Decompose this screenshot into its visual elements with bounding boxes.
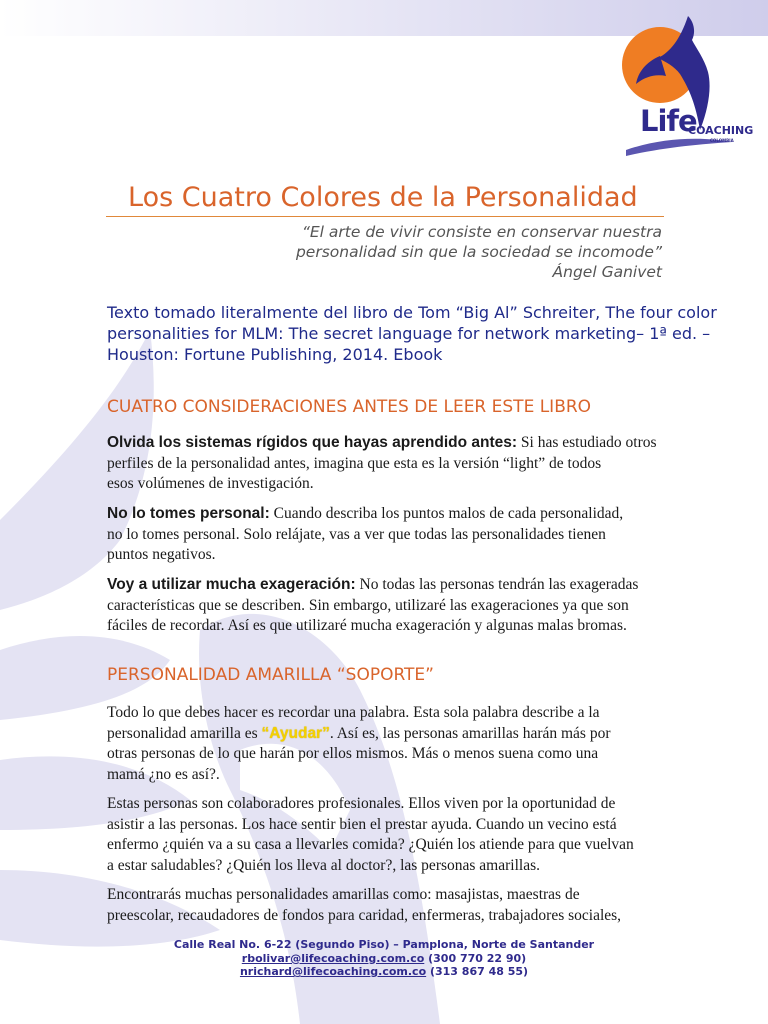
text-line: . Así es, las personas amarillas harán más por (329, 724, 611, 742)
text-line: No todas las personas tendrán las exageradas (355, 576, 639, 593)
text-line: preescolar, recaudadores de fondos para caridad, enfermeras, trabajadores sociales, (107, 906, 622, 924)
text-line: personalidad amarilla es (107, 724, 262, 742)
text-line: puntos negativos. (107, 546, 216, 563)
logo-country: COLOMBIA (710, 138, 734, 143)
logo-subtitle: COACHING (688, 124, 754, 137)
quote-author: Ángel Ganivet (552, 263, 662, 281)
lead-bold: No lo tomes personal: (107, 505, 270, 522)
text-line: Estas personas son colaboradores profesionales. Ellos viven por la oportunidad de (107, 795, 616, 812)
source-line-3: Houston: Fortune Publishing, 2014. Ebook (107, 345, 443, 364)
text-line: perfiles de la personalidad antes, imagina que esta es la versión “light” de todos (107, 454, 602, 472)
section-heading-yellow: PERSONALIDAD AMARILLA “SOPORTE” (107, 665, 434, 685)
text-line: esos volúmenes de investigación. (107, 475, 314, 492)
text-line: Si has estudiado otros (517, 434, 657, 451)
page-footer (0, 938, 768, 979)
page-title: Los Cuatro Colores de la Personalidad (128, 182, 638, 213)
text-line: asistir a las personas. Los hace sentir bien el prestar ayuda. Cuando un vecino está (107, 815, 617, 833)
text-line: características que se describen. Sin embargo, utilizaré las exageraciones ya que son (107, 596, 629, 614)
text-line: mamá ¿no es así?. (107, 765, 220, 783)
paragraph-exaggeration (107, 575, 661, 637)
paragraph-yellow-help (107, 703, 661, 785)
text-line: Todo lo que debes hacer es recordar una palabra. Esta sola palabra describe a la (107, 704, 600, 721)
phone-2: (313 867 48 55) (426, 965, 529, 978)
text-line: no lo tomes personal. Solo relájate, vas a ver que todas las personalidades tienen (107, 525, 606, 543)
lead-bold: Olvida los sistemas rígidos que hayas aprendido antes: (107, 434, 518, 451)
text-line: Cuando describa los puntos malos de cada personalidad, (269, 505, 624, 522)
logo-word: Life (640, 104, 697, 138)
email-link-1[interactable]: rbolivar@lifecoaching.com.co (241, 951, 425, 965)
footer-address: Calle Real No. 6-22 (Segundo Piso) – Pamplona, Norte de Santander (173, 938, 595, 951)
text-line: a estar saludables? ¿Quién los lleva al doctor?, las personas amarillas. (107, 856, 540, 874)
source-citation (107, 302, 717, 365)
lead-bold: Voy a utilizar mucha exageración: (107, 576, 356, 593)
life-coaching-logo (600, 10, 754, 160)
text-line: fáciles de recordar. Así es que utilizaré mucha exageración y algunas malas bromas. (107, 617, 627, 634)
quote-line-1: “El arte de vivir consiste en conservar nuestra (301, 223, 662, 241)
text-line: Encontrarás muchas personalidades amarillas como: masajistas, maestras de (107, 886, 580, 903)
text-line: otras personas de lo que harán por ellos mismos. Más o menos suena como una (107, 745, 599, 762)
epigraph-quote (296, 222, 662, 282)
paragraph-not-personal (107, 504, 661, 566)
title-divider (106, 216, 664, 217)
source-line-1: Texto tomado literalmente del libro de Tom “Big Al” Schreiter, The four color (107, 303, 717, 322)
paragraph-yellow-collaborators (107, 794, 661, 876)
email-link-2[interactable]: nrichard@lifecoaching.com.co (239, 965, 427, 978)
quote-line-2: personalidad sin que la sociedad se incomode” (295, 243, 662, 261)
source-line-2: personalities for MLM: The secret language for network marketing– 1ª ed. – (107, 324, 711, 343)
phone-1: (300 770 22 90) (424, 951, 527, 965)
text-line: enfermo ¿quién va a su casa a llevarles comida? ¿Quién los atiende para que vuelvan (107, 836, 634, 853)
paragraph-yellow-examples (107, 885, 661, 926)
section-heading-considerations: CUATRO CONSIDERACIONES ANTES DE LEER ESTE LIBRO (107, 397, 592, 417)
paragraph-rigid-systems (107, 433, 661, 495)
highlight-word: “Ayudar” (261, 724, 330, 742)
